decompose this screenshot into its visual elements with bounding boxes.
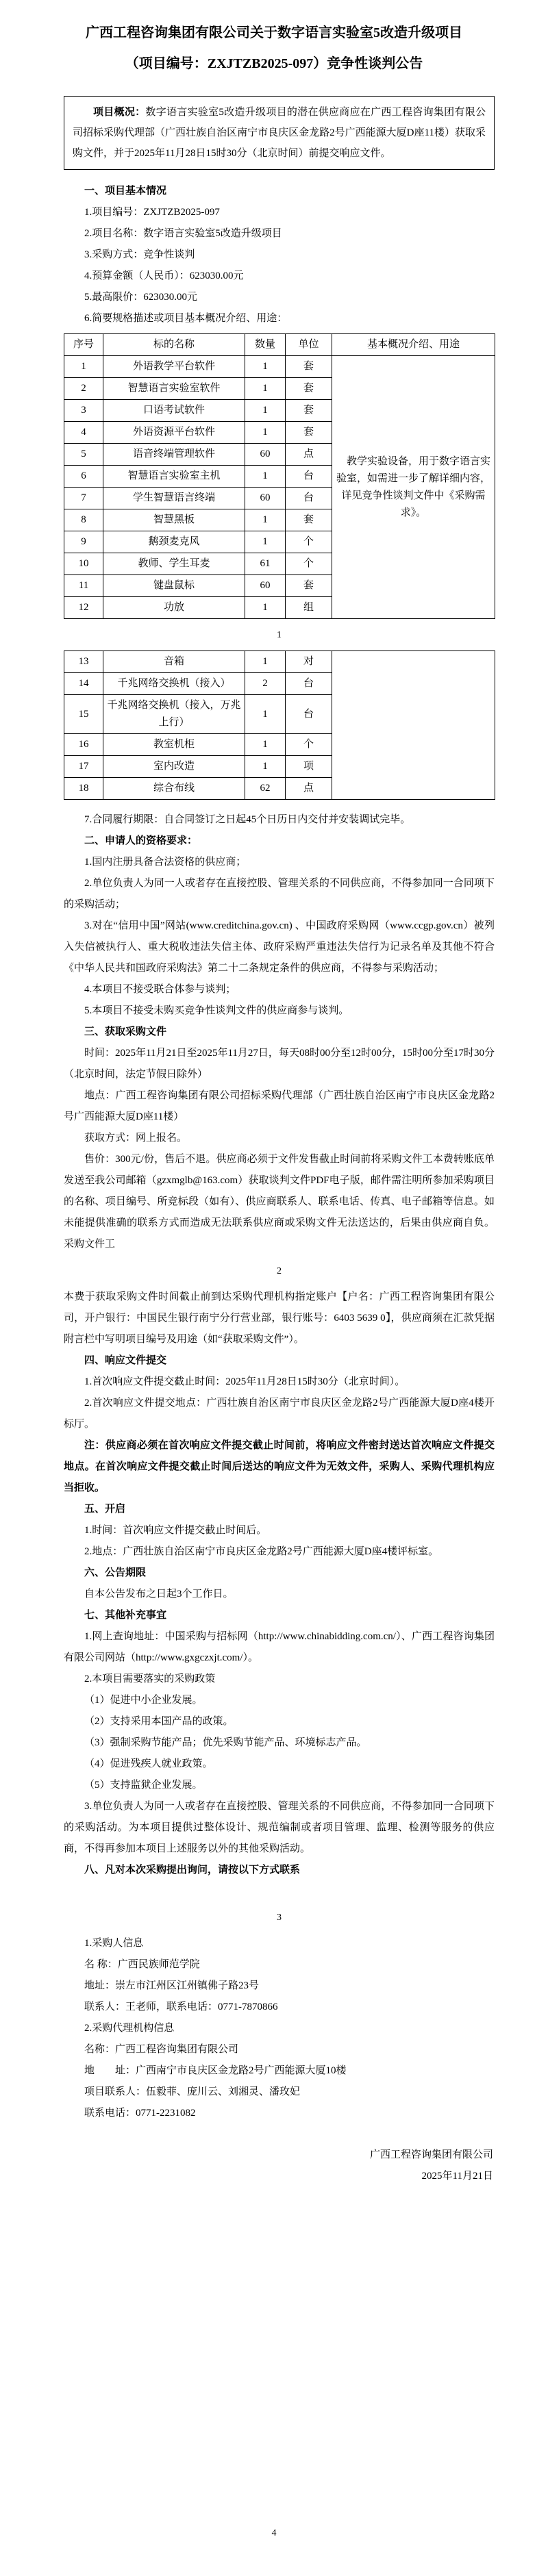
table-cell: 60 [245, 575, 286, 597]
table-cell: 个 [286, 531, 332, 553]
document-body [64, 96, 495, 2187]
col-header-unit: 单位 [286, 334, 332, 356]
price-ceiling: 5.最高限价：623030.00元 [84, 292, 198, 303]
table-row [64, 651, 495, 673]
table-cell: 61 [245, 553, 286, 575]
table-cell: 1 [245, 695, 286, 734]
table-cell: 台 [286, 488, 332, 509]
table-cell: 个 [286, 734, 332, 756]
table-cell: 千兆网络交换机（接入） [103, 673, 245, 695]
section1-heading: 一、项目基本情况 [84, 186, 167, 197]
table-cell: 功放 [103, 597, 245, 619]
table-cell: 62 [245, 778, 286, 800]
table-cell: 教师、学生耳麦 [103, 553, 245, 575]
page-number-4: 4 [271, 2528, 277, 2538]
table-cell: 1 [245, 466, 286, 488]
items-table-part1 [64, 333, 495, 619]
table-cell: 组 [286, 597, 332, 619]
section3-heading: 三、获取采购文件 [84, 1026, 167, 1037]
agency-info-label: 2.采购代理机构信息 [84, 2023, 175, 2034]
qualification-item: 2.单位负责人为同一人或者存在直接控股、管理关系的不同供应商，不得参加同一合同项下的采购活动； [64, 878, 495, 910]
table-cell: 1 [245, 756, 286, 778]
table-cell: 台 [286, 673, 332, 695]
doc-price-paragraph-part2: 本费于获取采购文件时间截止前到达采购代理机构指定账户【户名：广西工程咨询集团有限公司，开户银行：中国民生银行南宁分行营业部，银行账号：6403 5639 0】，供应商须在汇款凭据附言栏中写明项目编号及用途（如“获取采购文件”）。 [64, 1291, 495, 1345]
table-cell: 语音终端管理软件 [103, 444, 245, 466]
table-cell: 2 [64, 378, 103, 400]
contract-term: 7.合同履行期限：自合同签订之日起45个日历日内交付并安装调试完毕。 [84, 814, 411, 825]
response-note: 注：供应商必须在首次响应文件提交截止时间前，将响应文件密封送达首次响应文件提交地点。在首次响应文件提交截止时间后送达的响应文件为无效文件，采购人、采购代理机构应当拒收。 [64, 1440, 495, 1493]
page-number-2: 2 [277, 1266, 282, 1276]
project-overview-body: 数字语言实验室5改造升级项目的潜在供应商应在广西工程咨询集团有限公司招标采购代理部（广西壮族自治区南宁市良庆区金龙路2号广西能源大厦D座11楼）获取采购文件，并于2025年11月28日15时30分（北京时间）前提交响应文件。 [73, 107, 486, 159]
table-cell: 14 [64, 673, 103, 695]
table-cell: 8 [64, 509, 103, 531]
spec-description-label: 6.简要规格描述或项目基本概况介绍、用途： [84, 313, 288, 324]
doc-obtain-method: 获取方式：网上报名。 [84, 1133, 188, 1144]
table-cell: 18 [64, 778, 103, 800]
table-cell: 3 [64, 400, 103, 422]
table-cell: 套 [286, 400, 332, 422]
buyer-contact: 联系人：王老师，联系电话：0771-7870866 [84, 2002, 278, 2012]
qualification-item: 3.对在“信用中国”网站(www.creditchina.gov.cn) 、中国政府采购网（www.ccgp.gov.cn）被列入失信被执行人、重大税收违法失信主体、政府采购严重违法失信行为记录名单及其他不符合《中华人民共和国政府采购法》第二十二条规定条件的供应商，不得参与采购活动； [64, 920, 495, 974]
table-cell: 11 [64, 575, 103, 597]
signature-date: 2025年11月21日 [421, 2171, 493, 2182]
document-title [0, 0, 548, 79]
table-cell: 套 [286, 575, 332, 597]
qualification-item: 1.国内注册具备合法资格的供应商； [84, 857, 247, 868]
signature-company: 广西工程咨询集团有限公司 [369, 2149, 493, 2160]
table-cell: 7 [64, 488, 103, 509]
table-cell: 套 [286, 509, 332, 531]
policy-item: （2）支持采用本国产品的政策。 [84, 1716, 234, 1727]
opening-place: 2.地点：广西壮族自治区南宁市良庆区金龙路2号广西能源大厦D座4楼评标室。 [84, 1546, 439, 1557]
table-cell: 1 [245, 651, 286, 673]
agency-phone: 联系电话：0771-2231082 [84, 2108, 196, 2119]
table-cell: 16 [64, 734, 103, 756]
opening-time: 1.时间：首次响应文件提交截止时间后。 [84, 1525, 267, 1536]
announcement-period: 自本公告发布之日起3个工作日。 [84, 1589, 234, 1600]
procurement-method: 3.采购方式：竞争性谈判 [84, 249, 195, 260]
online-query-address: 1.网上查询地址：中国采购与招标网（http://www.chinabidding.com.cn/）、广西工程咨询集团有限公司网站（http://www.gxgczxjt.com/）。 [64, 1631, 495, 1663]
table-cell: 键盘鼠标 [103, 575, 245, 597]
table-cell: 1 [245, 509, 286, 531]
table-cell: 套 [286, 378, 332, 400]
items-table-part2 [64, 651, 495, 800]
table-cell: 智慧黑板 [103, 509, 245, 531]
col-header-description: 基本概况介绍、用途 [332, 334, 495, 356]
table-cell: 13 [64, 651, 103, 673]
qualification-item: 5.本项目不接受未购买竞争性谈判文件的供应商参与谈判。 [84, 1005, 349, 1016]
procurement-policy-label: 2.本项目需要落实的采购政策 [84, 1674, 216, 1684]
table-cell: 60 [245, 488, 286, 509]
col-header-quantity: 数量 [245, 334, 286, 356]
table-cell: 9 [64, 531, 103, 553]
table-cell: 台 [286, 695, 332, 734]
document-title-line1: 广西工程咨询集团有限公司关于数字语言实验室5改造升级项目 [86, 25, 462, 40]
col-header-index: 序号 [64, 334, 103, 356]
budget-amount: 4.预算金额（人民币）：623030.00元 [84, 270, 244, 281]
response-place: 2.首次响应文件提交地点：广西壮族自治区南宁市良庆区金龙路2号广西能源大厦D座4楼开标厅。 [64, 1398, 495, 1430]
table-row [64, 356, 495, 378]
agency-name: 名称：广西工程咨询集团有限公司 [84, 2044, 239, 2055]
table-cell: 点 [286, 444, 332, 466]
table-cell: 12 [64, 597, 103, 619]
project-overview-box [64, 96, 495, 170]
merged-description-cell [332, 651, 495, 800]
table-cell: 鹅颈麦克风 [103, 531, 245, 553]
buyer-info-label: 1.采购人信息 [84, 1938, 144, 1949]
table-cell: 台 [286, 466, 332, 488]
project-overview-text [73, 102, 486, 164]
table-cell: 综合布线 [103, 778, 245, 800]
table-cell: 智慧语言实验室软件 [103, 378, 245, 400]
table-cell: 学生智慧语言终端 [103, 488, 245, 509]
agency-address: 地 址：广西南宁市良庆区金龙路2号广西能源大厦10楼 [84, 2065, 347, 2076]
response-deadline: 1.首次响应文件提交截止时间：2025年11月28日15时30分（北京时间）。 [84, 1376, 406, 1387]
table-cell: 5 [64, 444, 103, 466]
table-cell: 室内改造 [103, 756, 245, 778]
table-cell: 智慧语言实验室主机 [103, 466, 245, 488]
items-table-header-row [64, 334, 495, 356]
table-cell: 音箱 [103, 651, 245, 673]
table-cell: 4 [64, 422, 103, 444]
col-header-item-name: 标的名称 [103, 334, 245, 356]
table-cell: 60 [245, 444, 286, 466]
policy-item: （4）促进残疾人就业政策。 [84, 1758, 213, 1769]
table-cell: 对 [286, 651, 332, 673]
table-cell: 教室机柜 [103, 734, 245, 756]
doc-obtain-place: 地点：广西工程咨询集团有限公司招标采购代理部（广西壮族自治区南宁市良庆区金龙路2号广西能源大厦D座11楼） [64, 1090, 495, 1122]
doc-price-paragraph-part1: 售价：300元/份，售后不退。供应商必须于文件发售截止时间前将采购文件工本费转账底单发送至我公司邮箱（gzxmglb@163.com）获取谈判文件PDF电子版，邮件需注明所参加采购项目的名称、项目编号、所竞标段（如有）、供应商联系人、联系电话、传真、电子邮箱等信息。如未能提供准确的联系方式而造成无法联系供应商或采购文件无法送达的，后果由供应商自负。采购文件工 [64, 1154, 495, 1250]
table-cell: 1 [245, 356, 286, 378]
table-cell: 1 [245, 378, 286, 400]
table-cell: 2 [245, 673, 286, 695]
section8-heading: 八、凡对本次采购提出询问，请按以下方式联系 [84, 1865, 301, 1876]
table-cell: 口语考试软件 [103, 400, 245, 422]
document-title-line2: （项目编号：ZXJTZB2025-097）竞争性谈判公告 [125, 56, 423, 71]
policy-item: （3）强制采购节能产品；优先采购节能产品、环境标志产品。 [84, 1737, 367, 1748]
buyer-name: 名 称：广西民族师范学院 [84, 1959, 200, 1970]
merged-description-cell: 教学实验设备，用于数字语言实验室，如需进一步了解详细内容，详见竞争性谈判文件中《采购需求》。 [332, 356, 495, 619]
table-cell: 项 [286, 756, 332, 778]
policy-item: （5）支持监狱企业发展。 [84, 1780, 203, 1791]
table-cell: 1 [245, 734, 286, 756]
section7-heading: 七、其他补充事宜 [84, 1610, 167, 1621]
table-cell: 1 [245, 422, 286, 444]
table-cell: 6 [64, 466, 103, 488]
project-name: 2.项目名称：数字语言实验室5改造升级项目 [84, 228, 282, 239]
project-overview-label: 项目概况： [93, 107, 146, 118]
table-cell: 外语教学平台软件 [103, 356, 245, 378]
table-cell: 个 [286, 553, 332, 575]
table-cell: 1 [245, 597, 286, 619]
doc-obtain-time: 时间：2025年11月21日至2025年11月27日，每天08时00分至12时00分，15时00分至17时30分（北京时间，法定节假日除外） [64, 1048, 495, 1080]
table-cell: 15 [64, 695, 103, 734]
page-number-3: 3 [277, 1912, 282, 1923]
table-cell: 1 [245, 400, 286, 422]
page-number-1: 1 [277, 630, 282, 640]
section6-heading: 六、公告期限 [84, 1567, 147, 1578]
buyer-address: 地址：崇左市江州区江州镇佛子路23号 [84, 1980, 260, 1991]
table-cell: 点 [286, 778, 332, 800]
signature-block [64, 2145, 495, 2187]
section5-heading: 五、开启 [84, 1504, 126, 1515]
agency-contact: 项目联系人：伍毅菲、庞川云、刘湘灵、潘玫妃 [84, 2086, 301, 2097]
qualification-item: 4.本项目不接受联合体参与谈判； [84, 984, 236, 995]
section4-heading: 四、响应文件提交 [84, 1355, 167, 1366]
section2-heading: 二、申请人的资格要求： [84, 835, 198, 846]
same-person-restriction: 3.单位负责人为同一人或者存在直接控股、管理关系的不同供应商，不得参加同一合同项下的采购活动。为本项目提供过整体设计、规范编制或者项目管理、监理、检测等服务的供应商，不得再参加本项目上述服务以外的其他采购活动。 [64, 1801, 495, 1854]
project-number: 1.项目编号：ZXJTZB2025-097 [84, 207, 220, 218]
table-cell: 套 [286, 422, 332, 444]
table-cell: 套 [286, 356, 332, 378]
table-cell: 10 [64, 553, 103, 575]
table-cell: 17 [64, 756, 103, 778]
policy-item: （1）促进中小企业发展。 [84, 1695, 203, 1706]
table-cell: 千兆网络交换机（接入，万兆上行） [103, 695, 245, 734]
table-cell: 1 [64, 356, 103, 378]
table-cell: 外语资源平台软件 [103, 422, 245, 444]
table-cell: 1 [245, 531, 286, 553]
